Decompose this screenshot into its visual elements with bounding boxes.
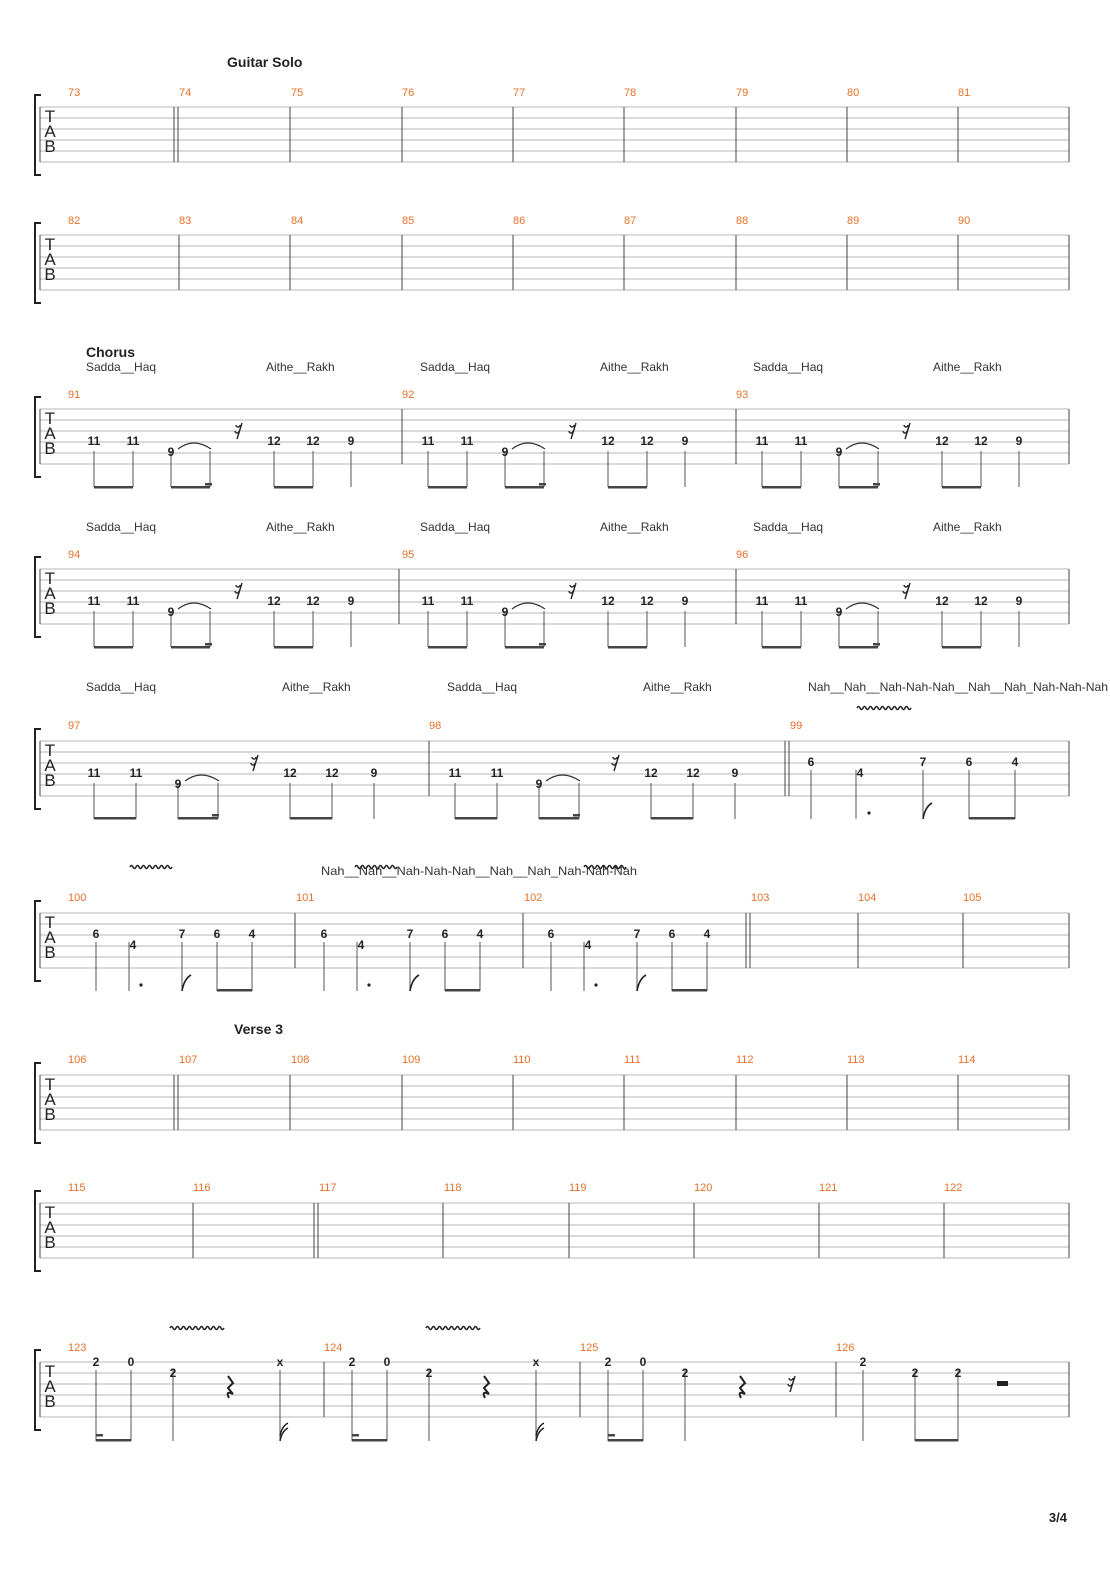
fret-number: 9 (1015, 594, 1023, 608)
fret-numbers (88, 594, 1023, 619)
beam (94, 646, 133, 649)
fret-number: 11 (794, 434, 808, 448)
fret-number: 2 (169, 1366, 177, 1380)
measure-number: 93 (736, 389, 749, 401)
lyric: Sadda__Haq (86, 360, 157, 374)
fret-numbers (93, 1355, 962, 1380)
fret-number: 12 (306, 594, 320, 608)
measure-number: 121 (819, 1182, 838, 1194)
measure-numbers (68, 1054, 976, 1066)
augmentation-dot (867, 811, 870, 814)
fret-number: 12 (974, 434, 988, 448)
measure-number: 119 (569, 1182, 587, 1194)
tab-clef-letter: A (44, 928, 56, 947)
measure-number: 125 (580, 1342, 599, 1354)
fret-number: 11 (490, 766, 504, 780)
fret-number: 4 (1011, 755, 1019, 769)
beam-fragment (873, 643, 880, 646)
measure-numbers (68, 1342, 854, 1354)
fret-number: 2 (348, 1355, 356, 1369)
fret-number: 2 (604, 1355, 612, 1369)
fret-number: 0 (383, 1355, 391, 1369)
fret-number: 9 (535, 777, 543, 791)
fret-number: 9 (835, 605, 843, 619)
note-beams (94, 483, 1015, 1442)
section-chorus: Chorus (86, 344, 135, 360)
fret-number: 2 (954, 1366, 962, 1380)
half-rest (997, 1381, 1008, 1386)
measure-number: 126 (836, 1342, 855, 1354)
measure-number: 86 (513, 215, 526, 227)
measure-number: 96 (736, 549, 749, 561)
beam (651, 817, 693, 820)
beam-fragment (573, 814, 580, 817)
fret-number: 2 (92, 1355, 100, 1369)
tab-clef-letter: T (44, 569, 56, 588)
measure-number: 115 (68, 1182, 86, 1194)
tie (846, 603, 879, 609)
beam-fragment (96, 1434, 103, 1437)
measure-number: 117 (319, 1182, 337, 1194)
fret-number: 6 (965, 755, 973, 769)
lyric: Nah__Nah__Nah-Nah-Nah__Nah__Nah_Nah-Nah-Nah (321, 864, 637, 878)
lyric: Aithe__Rakh (282, 680, 351, 694)
measure-number: 114 (958, 1054, 976, 1066)
tab-clef-letter: B (44, 771, 56, 790)
measure-numbers (68, 892, 981, 904)
tab-clef-letter: A (44, 1377, 56, 1396)
tie (846, 443, 879, 449)
measure-number: 90 (958, 215, 971, 227)
fret-number: 11 (755, 594, 769, 608)
fret-number: 0 (639, 1355, 647, 1369)
tie (512, 603, 545, 609)
tab-clef-letter: B (44, 439, 56, 458)
beam (94, 817, 136, 820)
fret-number: 11 (794, 594, 808, 608)
measure-number: 104 (858, 892, 877, 904)
fret-number: 12 (325, 766, 339, 780)
staff-lines (40, 107, 1069, 1417)
measure-number: 84 (291, 215, 304, 227)
fret-number: 12 (974, 594, 988, 608)
fret-number: 9 (167, 445, 175, 459)
measure-number: 109 (402, 1054, 421, 1066)
fret-number: x (276, 1355, 284, 1369)
tab-clef-letter: A (44, 122, 56, 141)
measure-number: 101 (296, 892, 315, 904)
augmentation-dot (367, 983, 370, 986)
lyric: Sadda__Haq (420, 360, 491, 374)
fret-number: 6 (668, 927, 676, 941)
tab-clef-letter: T (44, 235, 56, 254)
fret-number: 9 (681, 594, 689, 608)
measure-number: 102 (524, 892, 543, 904)
fret-number: 6 (441, 927, 449, 941)
tab-clef-letter: T (44, 107, 56, 126)
tie (178, 603, 211, 609)
fret-numbers (88, 755, 1019, 791)
lyric: Sadda__Haq (753, 520, 824, 534)
beam (539, 817, 579, 820)
measure-number: 76 (402, 87, 415, 99)
note-flag (923, 803, 932, 819)
beam (178, 817, 218, 820)
measure-number: 110 (513, 1054, 531, 1066)
beam (762, 646, 801, 649)
measure-number: 85 (402, 215, 415, 227)
fret-number: 11 (448, 766, 462, 780)
beam (290, 817, 332, 820)
lyric: Sadda__Haq (86, 680, 157, 694)
measure-number: 100 (68, 892, 87, 904)
vibrato-mark (426, 1327, 480, 1330)
measure-number: 94 (68, 549, 81, 561)
measure-number: 95 (402, 549, 415, 561)
fret-number: 12 (601, 434, 615, 448)
fret-number: 6 (807, 755, 815, 769)
measure-number: 116 (193, 1182, 211, 1194)
measure-number: 82 (68, 215, 81, 227)
measure-numbers (68, 1182, 962, 1194)
beam-fragment (873, 483, 880, 486)
lyric: Aithe__Rakh (643, 680, 712, 694)
measure-number: 118 (444, 1182, 462, 1194)
tab-clef-letter: B (44, 137, 56, 156)
measure-number: 91 (68, 389, 81, 401)
fret-number: 11 (421, 434, 435, 448)
beam (608, 1439, 643, 1442)
measure-number: 92 (402, 389, 415, 401)
measure-number: 78 (624, 87, 637, 99)
fret-number: 2 (681, 1366, 689, 1380)
fret-number: 9 (681, 434, 689, 448)
tie (546, 775, 580, 781)
measure-numbers (68, 389, 748, 401)
tab-clef-letter: B (44, 1105, 56, 1124)
tab-clef-letter: B (44, 599, 56, 618)
vibrato-mark (857, 707, 911, 710)
tab-clef-letter: A (44, 584, 56, 603)
measure-number: 89 (847, 215, 860, 227)
augmentation-dot (594, 983, 597, 986)
lyric: Aithe__Rakh (600, 360, 669, 374)
fret-number: 4 (248, 927, 256, 941)
lyrics-line (86, 680, 1108, 694)
fret-number: 11 (126, 594, 140, 608)
tab-clef-letter: A (44, 424, 56, 443)
beam (274, 646, 313, 649)
note-flag (637, 975, 646, 991)
fret-number: 12 (640, 434, 654, 448)
beam (608, 486, 647, 489)
fret-number: 4 (476, 927, 484, 941)
measure-number: 74 (179, 87, 192, 99)
augmentation-dot (139, 983, 142, 986)
section-verse-3: Verse 3 (234, 1021, 284, 1037)
fret-number: 12 (640, 594, 654, 608)
lyric: Sadda__Haq (447, 680, 518, 694)
beam (428, 646, 467, 649)
vibrato-mark (130, 866, 172, 869)
fret-number: 6 (213, 927, 221, 941)
fret-number: 4 (856, 766, 864, 780)
measure-number: 77 (513, 87, 526, 99)
fret-numbers (93, 927, 711, 952)
beam (455, 817, 497, 820)
measure-number: 83 (179, 215, 192, 227)
beam (94, 486, 133, 489)
tab-clef-letter: T (44, 741, 56, 760)
tab-clef-letter: T (44, 1362, 56, 1381)
beam (942, 486, 981, 489)
measure-number: 75 (291, 87, 304, 99)
measure-number: 111 (624, 1054, 641, 1066)
measure-number: 103 (751, 892, 770, 904)
notation-marks (139, 423, 1008, 1441)
fret-number: 12 (644, 766, 658, 780)
fret-number: 12 (306, 434, 320, 448)
lyric: Aithe__Rakh (600, 520, 669, 534)
measure-number: 124 (324, 1342, 343, 1354)
tab-clef-letter: B (44, 1233, 56, 1252)
lyric: Aithe__Rakh (266, 520, 335, 534)
fret-number: 11 (129, 766, 143, 780)
beam (672, 989, 707, 992)
fret-number: 4 (357, 938, 365, 952)
tab-clef-letter: A (44, 756, 56, 775)
note-flag (182, 975, 191, 991)
bar-lines (40, 107, 1069, 1417)
fret-number: x (532, 1355, 540, 1369)
beam (969, 817, 1015, 820)
beam (608, 646, 647, 649)
fret-number: 9 (501, 605, 509, 619)
tab-clef-letter: A (44, 1218, 56, 1237)
tie (178, 443, 211, 449)
measure-number: 123 (68, 1342, 87, 1354)
fret-number: 7 (178, 927, 186, 941)
beam (942, 646, 981, 649)
beam (96, 1439, 131, 1442)
tab-clef-letter: A (44, 250, 56, 269)
fret-number: 9 (174, 777, 182, 791)
beam (352, 1439, 387, 1442)
fret-number: 4 (703, 927, 711, 941)
fret-number: 9 (167, 605, 175, 619)
fret-number: 4 (129, 938, 137, 952)
fret-number: 4 (584, 938, 592, 952)
fret-number: 12 (935, 594, 949, 608)
lyric: Sadda__Haq (753, 360, 824, 374)
note-flag (410, 975, 419, 991)
fret-number: 12 (601, 594, 615, 608)
beam (445, 989, 480, 992)
measure-numbers (68, 549, 748, 561)
fret-number: 9 (1015, 434, 1023, 448)
beam (839, 486, 878, 489)
fret-number: 9 (370, 766, 378, 780)
fret-number: 7 (919, 755, 927, 769)
beam (505, 646, 544, 649)
beam-fragment (352, 1434, 359, 1437)
fret-number: 9 (501, 445, 509, 459)
fret-number: 7 (633, 927, 641, 941)
measure-number: 122 (944, 1182, 963, 1194)
beam (171, 486, 210, 489)
measure-number: 81 (958, 87, 971, 99)
beam-fragment (212, 814, 219, 817)
lyric: Aithe__Rakh (266, 360, 335, 374)
fret-number: 2 (859, 1355, 867, 1369)
vibrato-mark (170, 1327, 224, 1330)
section-guitar-solo: Guitar Solo (227, 54, 303, 70)
tab-clef-letter: B (44, 265, 56, 284)
beam-fragment (539, 483, 546, 486)
lyric: Aithe__Rakh (933, 360, 1002, 374)
beam-fragment (205, 483, 212, 486)
measure-number: 113 (847, 1054, 865, 1066)
measure-number: 80 (847, 87, 860, 99)
fret-number: 11 (460, 594, 474, 608)
page-number: 3/4 (1048, 1510, 1067, 1525)
fret-number: 12 (267, 594, 281, 608)
tab-clef-letter: B (44, 943, 56, 962)
fret-number: 11 (755, 434, 769, 448)
measure-number: 105 (963, 892, 982, 904)
measure-numbers (68, 720, 802, 732)
beam-fragment (205, 643, 212, 646)
beam (762, 486, 801, 489)
fret-number: 9 (347, 434, 355, 448)
beam-fragment (539, 643, 546, 646)
lyric: Sadda__Haq (86, 520, 157, 534)
beam (505, 486, 544, 489)
tie (185, 775, 219, 781)
fret-number: 2 (425, 1366, 433, 1380)
fret-number: 6 (547, 927, 555, 941)
tab-clefs (44, 107, 56, 1411)
lyric: Aithe__Rakh (933, 520, 1002, 534)
lyrics-line (86, 360, 1002, 374)
fret-number: 9 (835, 445, 843, 459)
measure-number: 88 (736, 215, 749, 227)
tab-clef-letter: T (44, 913, 56, 932)
tie (512, 443, 545, 449)
beam (217, 989, 252, 992)
beam (274, 486, 313, 489)
tab-clef-letter: T (44, 409, 56, 428)
fret-number: 11 (126, 434, 140, 448)
fret-number: 11 (460, 434, 474, 448)
fret-number: 6 (92, 927, 100, 941)
measure-numbers (68, 215, 970, 227)
measure-number: 98 (429, 720, 442, 732)
tab-clef-letter: A (44, 1090, 56, 1109)
tab-clef-letter: B (44, 1392, 56, 1411)
measure-number: 73 (68, 87, 81, 99)
lyrics-line (321, 864, 637, 878)
fret-number: 2 (911, 1366, 919, 1380)
fret-number: 12 (935, 434, 949, 448)
fret-number: 11 (87, 766, 101, 780)
measure-number: 106 (68, 1054, 87, 1066)
measure-number: 99 (790, 720, 803, 732)
fret-number: 12 (283, 766, 297, 780)
measure-number: 87 (624, 215, 637, 227)
beam (839, 646, 878, 649)
fret-numbers (88, 434, 1023, 459)
beam (915, 1439, 958, 1442)
measure-numbers (68, 87, 970, 99)
fret-number: 12 (686, 766, 700, 780)
fret-number: 11 (421, 594, 435, 608)
beam (428, 486, 467, 489)
fret-number: 12 (267, 434, 281, 448)
lyric: Nah__Nah__Nah-Nah-Nah__Nah__Nah_Nah-Nah-Nah (808, 680, 1108, 694)
tab-clef-letter: T (44, 1075, 56, 1094)
lyrics-line (86, 520, 1002, 534)
beam (171, 646, 210, 649)
measure-number: 108 (291, 1054, 310, 1066)
lyric: Sadda__Haq (420, 520, 491, 534)
fret-number: 6 (320, 927, 328, 941)
fret-number: 9 (731, 766, 739, 780)
measure-number: 79 (736, 87, 749, 99)
measure-number: 97 (68, 720, 81, 732)
tab-clef-letter: T (44, 1203, 56, 1222)
fret-number: 7 (406, 927, 414, 941)
fret-number: 11 (87, 594, 101, 608)
measure-number: 120 (694, 1182, 713, 1194)
measure-number: 107 (179, 1054, 198, 1066)
beam-fragment (608, 1434, 615, 1437)
fret-number: 0 (127, 1355, 135, 1369)
measure-number: 112 (736, 1054, 754, 1066)
fret-number: 9 (347, 594, 355, 608)
fret-number: 11 (87, 434, 101, 448)
